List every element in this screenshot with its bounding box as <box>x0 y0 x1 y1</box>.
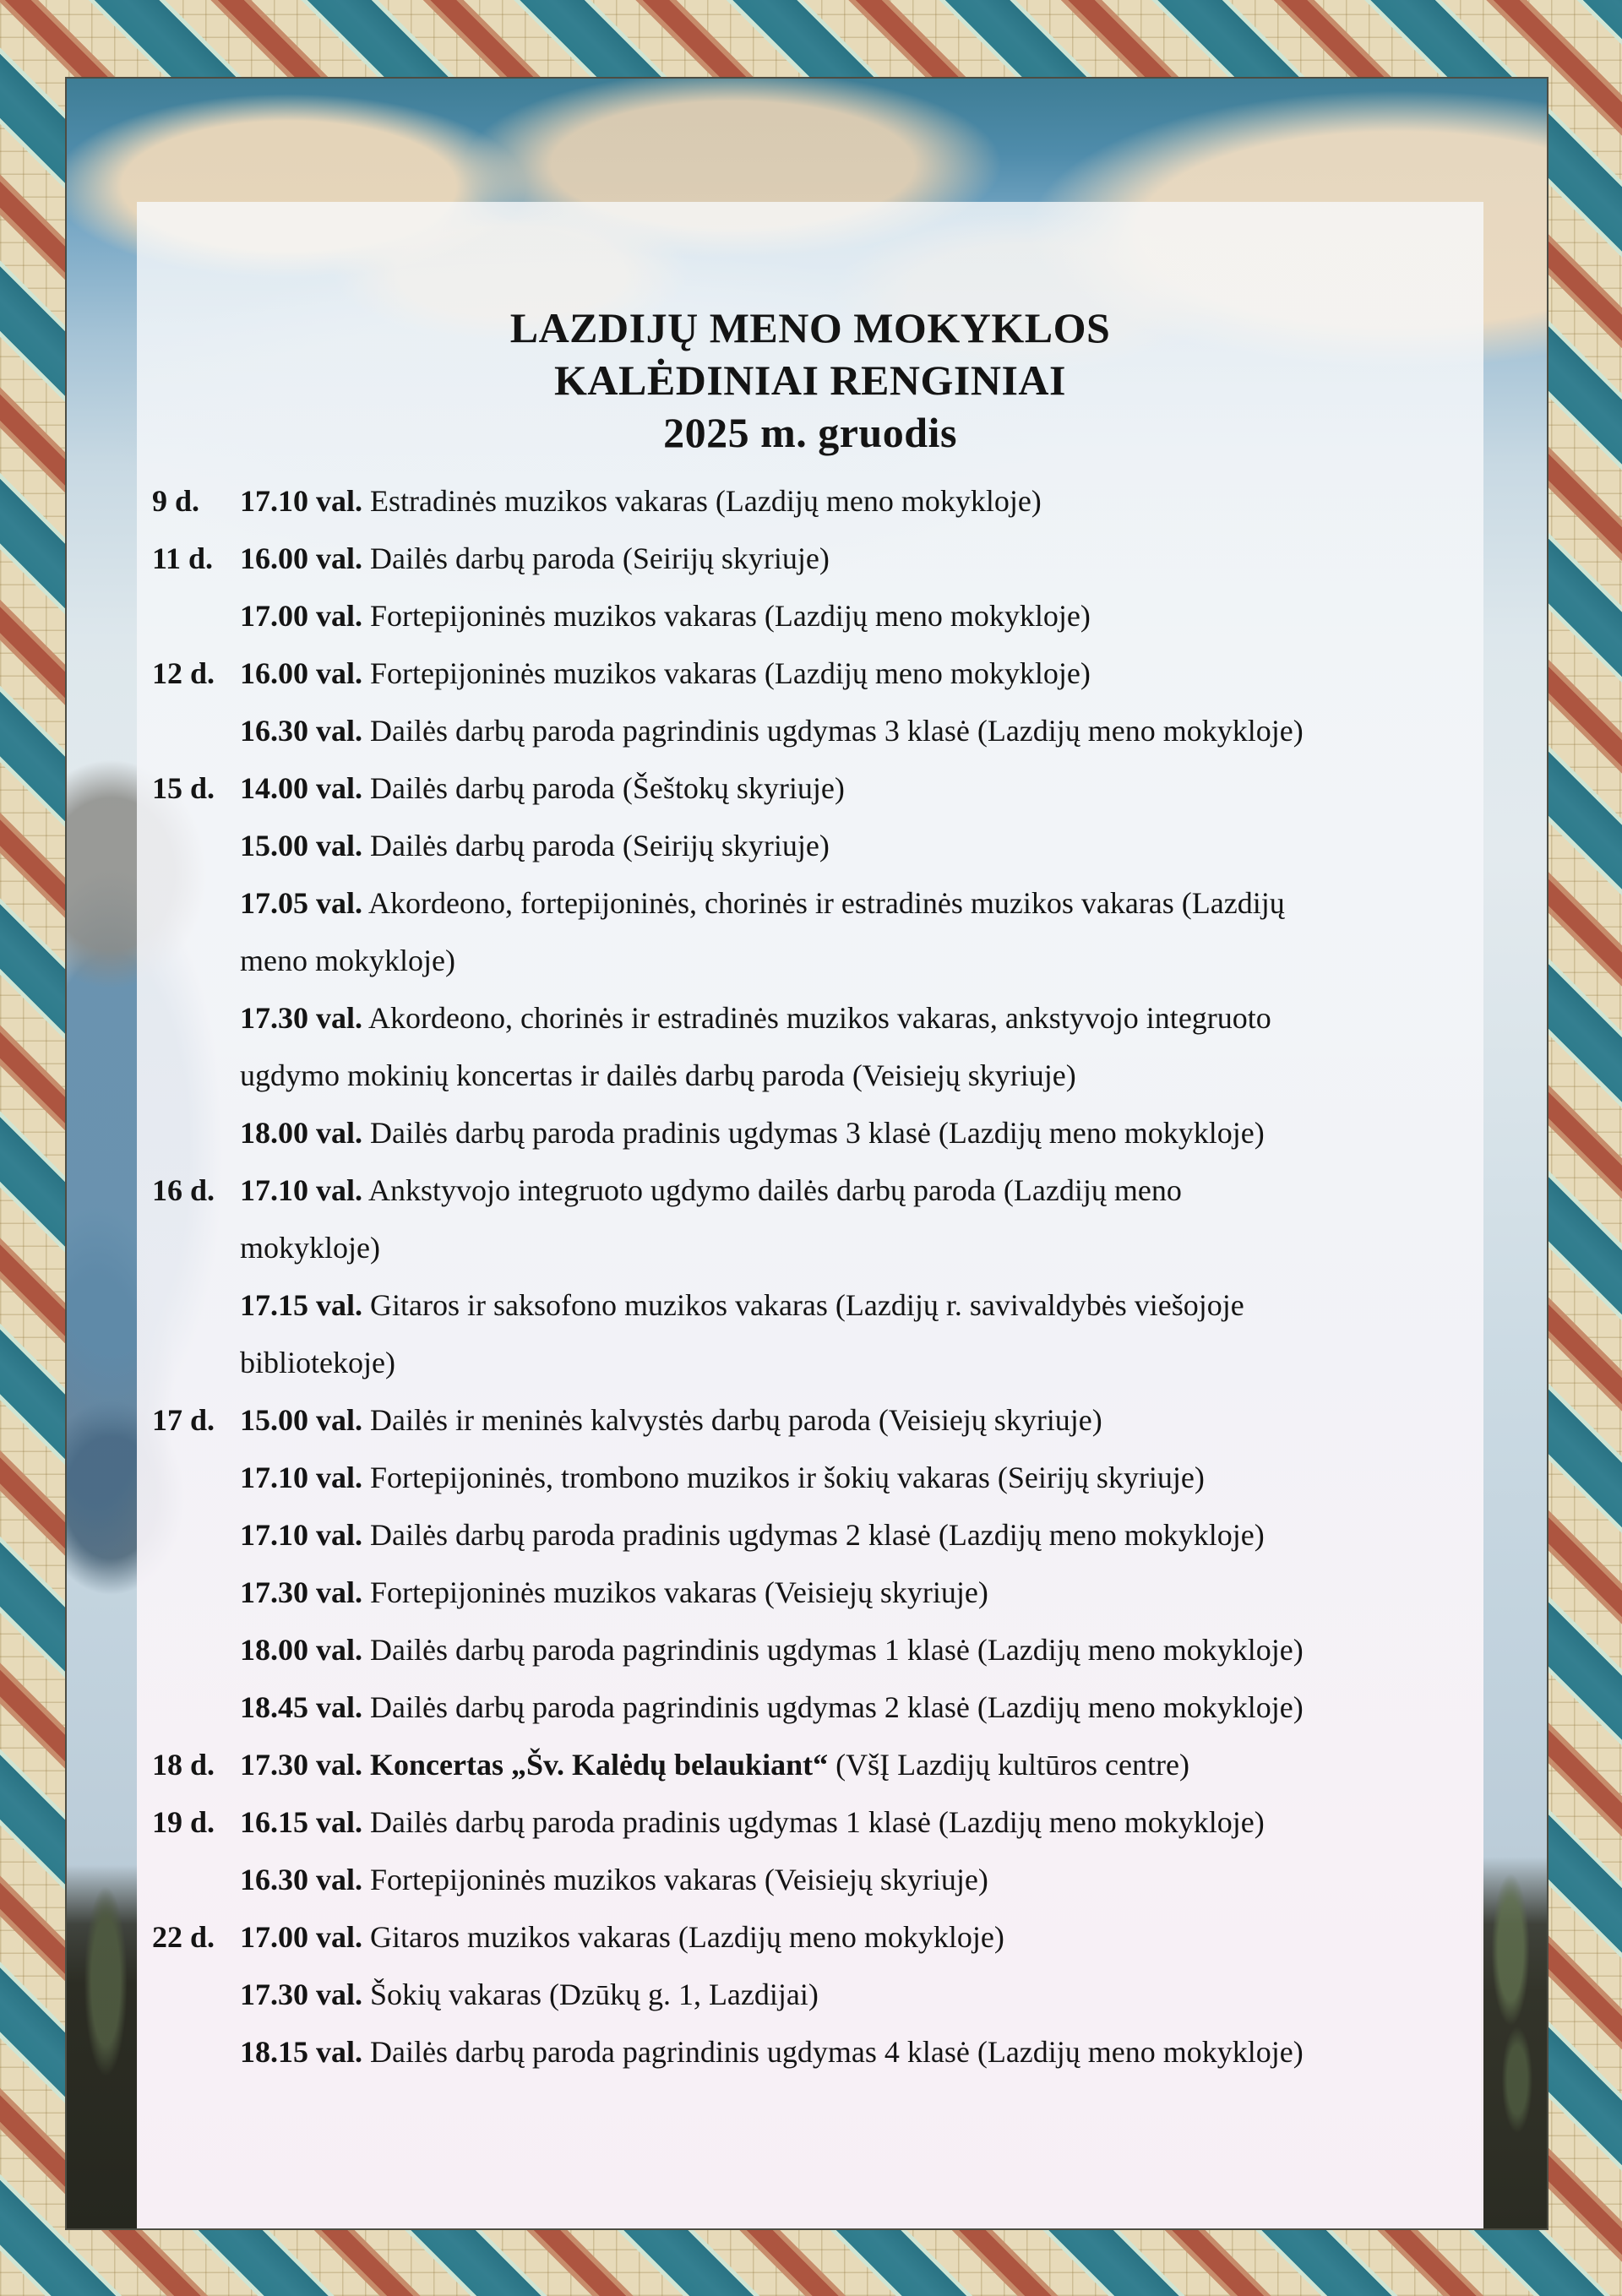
event-time: 17.10 val. <box>240 1173 363 1207</box>
event-text: mokykloje) <box>240 1231 380 1265</box>
event-date: 11 d. <box>152 541 214 575</box>
poster-title <box>152 302 1468 459</box>
event-text: Akordeono, chorinės ir estradinės muzikos vakaras, ankstyvojo integruoto <box>368 1001 1271 1035</box>
event-time: 17.30 val. <box>240 1575 363 1609</box>
event-text: Šokių vakaras (Dzūkų g. 1, Lazdijai) <box>370 1978 819 2011</box>
event-line <box>152 530 1468 587</box>
event-time: 17.15 val. <box>240 1288 363 1322</box>
event-date: 19 d. <box>152 1805 215 1839</box>
event-line <box>152 472 1468 530</box>
event-line <box>152 1506 1468 1564</box>
watercolor-painting <box>65 77 1549 2230</box>
event-line <box>152 1564 1468 1621</box>
event-text: Dailės darbų paroda pagrindinis ugdymas 1 klasė (Lazdijų meno mokykloje) <box>370 1633 1304 1667</box>
event-line <box>152 1047 1468 1104</box>
event-text: Fortepijoninės, trombono muzikos ir šokių vakaras (Seirijų skyriuje) <box>370 1461 1205 1494</box>
event-time: 15.00 val. <box>240 829 363 862</box>
event-time: 18.00 val. <box>240 1633 363 1667</box>
event-line <box>152 874 1468 932</box>
event-time: 14.00 val. <box>240 771 363 805</box>
foliage-dark-corner-left <box>67 1865 138 2228</box>
event-line <box>152 1334 1468 1391</box>
event-date: 17 d. <box>152 1403 215 1437</box>
event-date: 9 d. <box>152 484 200 518</box>
event-text: Dailės ir meninės kalvystės darbų paroda (Veisiejų skyriuje) <box>370 1403 1102 1437</box>
event-list <box>152 472 1468 2081</box>
event-line <box>152 1793 1468 1851</box>
event-text: Dailės darbų paroda (Šeštokų skyriuje) <box>370 771 845 805</box>
event-time: 16.30 val. <box>240 1863 363 1896</box>
event-date: 15 d. <box>152 771 215 805</box>
event-time: 17.10 val. <box>240 484 363 518</box>
event-text: Ankstyvojo integruoto ugdymo dailės darbų paroda (Lazdijų meno <box>368 1173 1182 1207</box>
event-text: Dailės darbų paroda (Seirijų skyriuje) <box>370 829 830 862</box>
event-time: 16.30 val. <box>240 714 363 748</box>
event-time: 17.30 val. <box>240 1748 363 1782</box>
event-text: Dailės darbų paroda pagrindinis ugdymas 4 klasė (Lazdijų meno mokykloje) <box>370 2035 1304 2069</box>
event-text: Dailės darbų paroda (Seirijų skyriuje) <box>370 541 830 575</box>
event-time: 17.10 val. <box>240 1461 363 1494</box>
event-time: 16.00 val. <box>240 541 363 575</box>
event-line <box>152 1391 1468 1449</box>
event-text: Gitaros ir saksofono muzikos vakaras (Lazdijų r. savivaldybės viešojoje <box>370 1288 1244 1322</box>
event-time: 15.00 val. <box>240 1403 363 1437</box>
event-date: 22 d. <box>152 1920 215 1954</box>
event-line <box>152 1449 1468 1506</box>
event-line <box>152 645 1468 702</box>
event-time: 18.00 val. <box>240 1116 363 1150</box>
event-text: Fortepijoninės muzikos vakaras (Veisiejų skyriuje) <box>370 1863 988 1896</box>
event-line <box>152 1851 1468 1908</box>
event-time: 17.05 val. <box>240 886 363 920</box>
event-line <box>152 587 1468 645</box>
event-line <box>152 1276 1468 1334</box>
event-line <box>152 1908 1468 1966</box>
event-text: Dailės darbų paroda pradinis ugdymas 2 klasė (Lazdijų meno mokykloje) <box>370 1518 1265 1552</box>
event-time: 17.30 val. <box>240 1001 363 1035</box>
event-line <box>152 1678 1468 1736</box>
event-text: ugdymo mokinių koncertas ir dailės darbų paroda (Veisiejų skyriuje) <box>240 1058 1076 1092</box>
poster-title-line1: LAZDIJŲ MENO MOKYKLOS <box>509 304 1111 351</box>
event-time: 16.15 val. <box>240 1805 363 1839</box>
event-line <box>152 759 1468 817</box>
text-overlay-sheet <box>137 202 1483 2228</box>
event-text: (VšĮ Lazdijų kultūros centre) <box>835 1748 1189 1782</box>
event-date: 12 d. <box>152 656 215 690</box>
event-time: 16.00 val. <box>240 656 363 690</box>
event-text: Dailės darbų paroda pradinis ugdymas 1 klasė (Lazdijų meno mokykloje) <box>370 1805 1265 1839</box>
event-line <box>152 1104 1468 1162</box>
event-time: 18.15 val. <box>240 2035 363 2069</box>
event-line <box>152 817 1468 874</box>
event-line <box>152 1736 1468 1793</box>
event-line <box>152 1966 1468 2023</box>
foliage-dark-corner-right <box>1481 1857 1547 2228</box>
event-time: 17.10 val. <box>240 1518 363 1552</box>
event-bold-text: Koncertas „Šv. Kalėdų belaukiant“ <box>370 1748 829 1782</box>
event-text: Akordeono, fortepijoninės, chorinės ir estradinės muzikos vakaras (Lazdijų <box>368 886 1285 920</box>
event-line <box>152 989 1468 1047</box>
event-text: Dailės darbų paroda pagrindinis ugdymas 3 klasė (Lazdijų meno mokykloje) <box>370 714 1304 748</box>
poster-title-line3: 2025 m. gruodis <box>663 409 957 456</box>
event-text: bibliotekoje) <box>240 1346 395 1379</box>
event-text: Dailės darbų paroda pagrindinis ugdymas 2 klasė (Lazdijų meno mokykloje) <box>370 1690 1304 1724</box>
event-date: 18 d. <box>152 1748 215 1782</box>
event-date: 16 d. <box>152 1173 215 1207</box>
event-text: Fortepijoninės muzikos vakaras (Lazdijų meno mokykloje) <box>370 656 1091 690</box>
event-line <box>152 702 1468 759</box>
event-text: Fortepijoninės muzikos vakaras (Veisiejų skyriuje) <box>370 1575 988 1609</box>
event-line <box>152 1162 1468 1219</box>
event-text: meno mokykloje) <box>240 944 455 977</box>
event-time: 18.45 val. <box>240 1690 363 1724</box>
event-time: 17.00 val. <box>240 599 363 633</box>
event-line <box>152 1621 1468 1678</box>
event-text: Estradinės muzikos vakaras (Lazdijų meno mokykloje) <box>370 484 1042 518</box>
event-line <box>152 932 1468 989</box>
event-text: Dailės darbų paroda pradinis ugdymas 3 klasė (Lazdijų meno mokykloje) <box>370 1116 1265 1150</box>
poster-title-line2: KALĖDINIAI RENGINIAI <box>554 356 1066 404</box>
event-time: 17.00 val. <box>240 1920 363 1954</box>
event-line <box>152 2023 1468 2081</box>
event-text: Gitaros muzikos vakaras (Lazdijų meno mokykloje) <box>370 1920 1004 1954</box>
event-line <box>152 1219 1468 1276</box>
event-time: 17.30 val. <box>240 1978 363 2011</box>
event-text: Fortepijoninės muzikos vakaras (Lazdijų meno mokykloje) <box>370 599 1091 633</box>
